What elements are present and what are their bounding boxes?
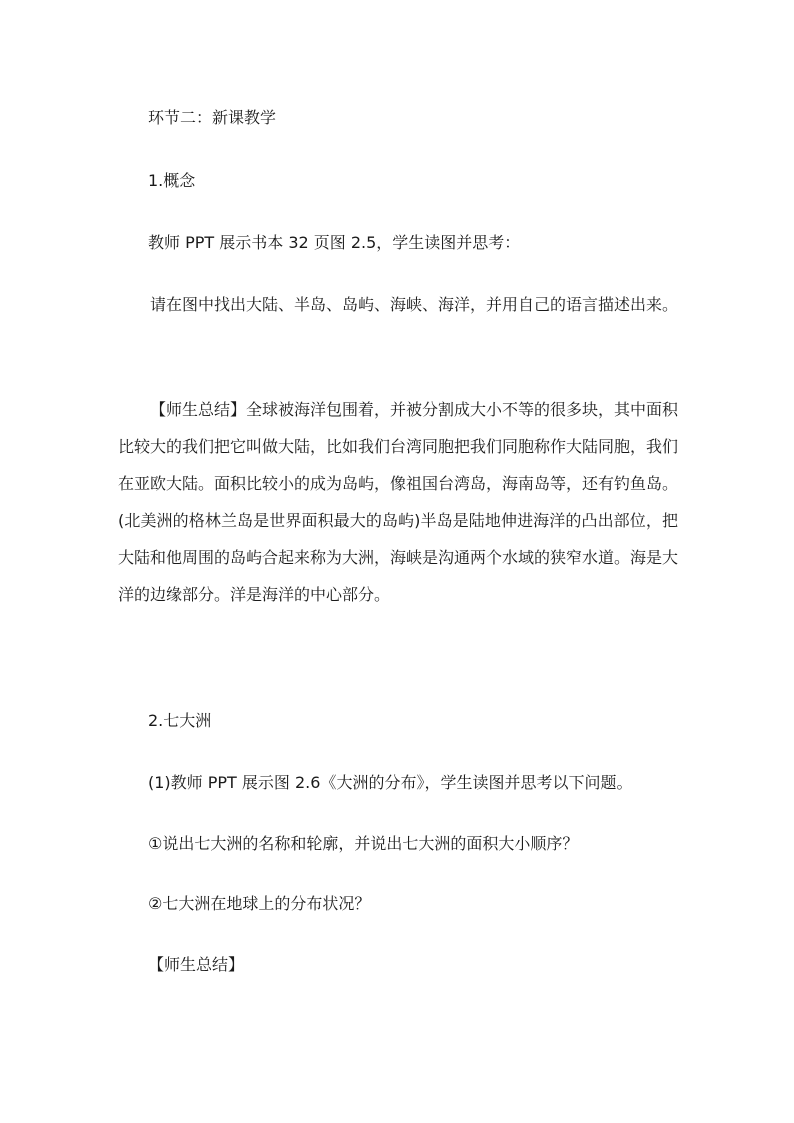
paragraph-ppt-2-6: (1)教师 PPT 展示图 2.6《大洲的分布》，学生读图并思考以下问题。 — [148, 773, 633, 792]
paragraph-summary-continents: 【师生总结】 — [148, 955, 245, 974]
concept-heading: 1.概念 — [148, 171, 196, 190]
question-2: ②七大洲在地球上的分布状况？ — [148, 894, 371, 913]
paragraph-find-task: 请在图中找出大陆、半岛、岛屿、海峡、海洋，并用自己的语言描述出来。 — [150, 295, 679, 314]
paragraph-ppt-intro: 教师 PPT 展示书本 32 页图 2.5，学生读图并思考： — [148, 233, 521, 252]
question-1: ①说出七大洲的名称和轮廓，并说出七大洲的面积大小顺序？ — [148, 834, 579, 853]
continents-heading: 2.七大洲 — [148, 711, 212, 730]
paragraph-summary-concepts: 【师生总结】全球被海洋包围着，并被分割成大小不等的很多块，其中面积比较大的我们把它叫做大陆，比如我们台湾同胞把我们同胞称作大陆同胞，我们在亚欧大陆。面积比较小的成为岛屿，像祖国台湾岛，海南岛等，还有钓鱼岛。(北美洲的格林兰岛是世界面积最大的岛屿)半岛是陆地伸进海洋的凸出部位，把大陆和他周围的岛屿合起来称为大洲，海峡是沟通两个水域的狭窄水道。海是大洋的边缘部分。洋是海洋的中心部分。 — [118, 400, 679, 604]
section-heading: 环节二：新课教学 — [148, 108, 277, 127]
